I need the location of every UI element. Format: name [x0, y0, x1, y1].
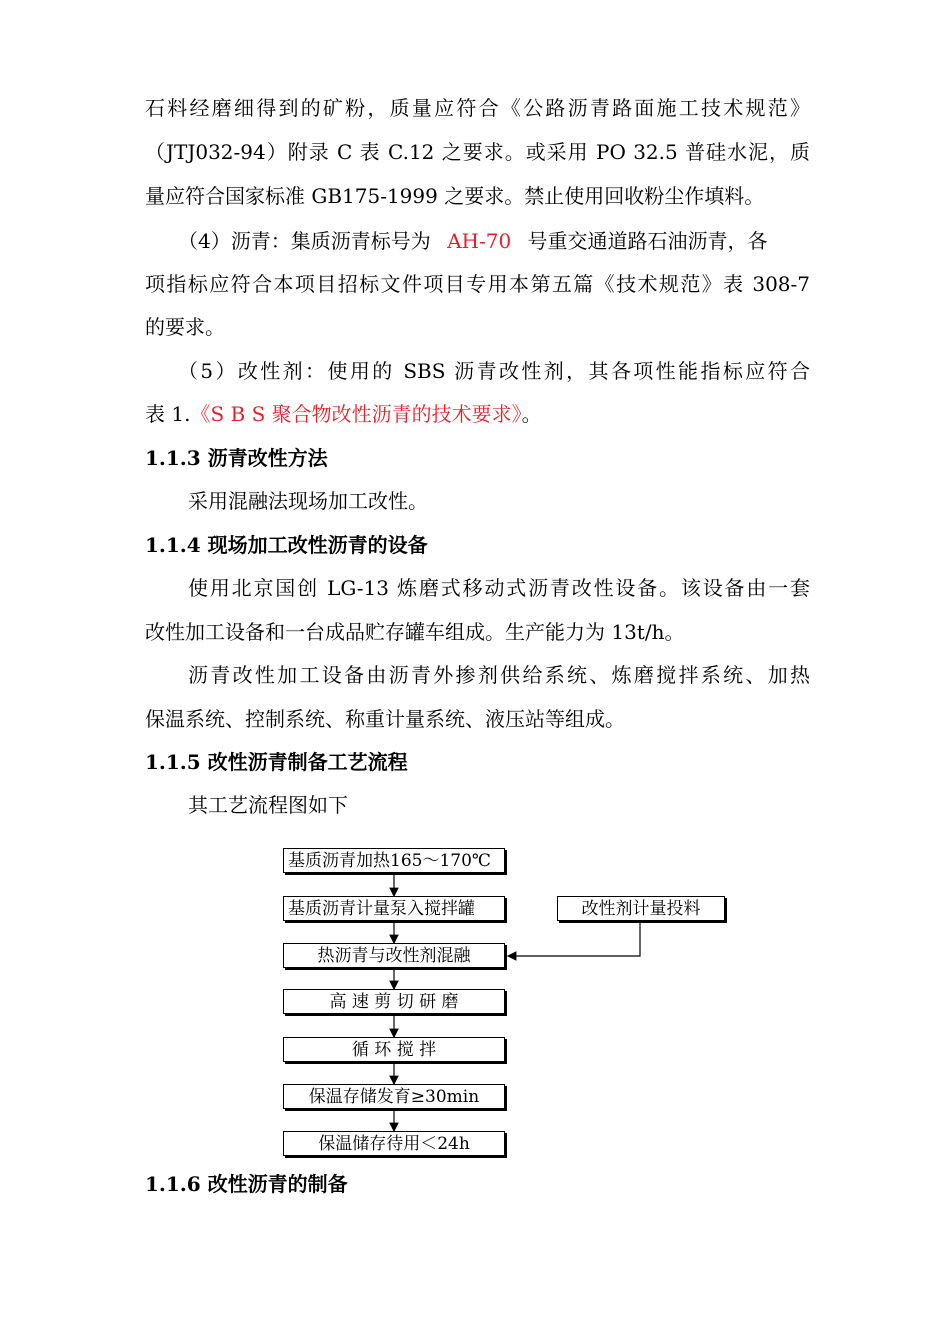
paragraph-line: 保温系统、控制系统、称重计量系统、液压站等组成。 — [145, 707, 625, 731]
paragraph-text: 。 — [521, 402, 542, 426]
section-heading: 1.1.6 改性沥青的制备 — [145, 1172, 348, 1196]
paragraph-line: 石料经磨细得到的矿粉，质量应符合《公路沥青路面施工技术规范》 — [145, 96, 810, 120]
flow-step-modifier-dosing: 改性剂计量投料 — [557, 896, 725, 921]
paragraph-line: 其工艺流程图如下 — [188, 793, 348, 817]
paragraph-line: （5）改性剂：使用的 SBS 沥青改性剂，其各项性能指标应符合 — [178, 359, 810, 383]
paragraph-line: 项指标应符合本项目招标文件项目专用本第五篇《技术规范》表 308-7 — [145, 272, 810, 296]
paragraph-text: 表 1. — [145, 402, 191, 426]
paragraph-line: 的要求。 — [145, 315, 225, 339]
paragraph-line: 使用北京国创 LG-13 炼磨式移动式沥青改性设备。该设备由一套 — [188, 576, 810, 600]
arrow-side-to-mix — [508, 921, 640, 956]
paragraph-line: 量应符合国家标准 GB175-1999 之要求。禁止使用回收粉尘作填料。 — [145, 184, 765, 208]
section-heading: 1.1.4 现场加工改性沥青的设备 — [145, 533, 428, 557]
paragraph-text: 号重交通道路石油沥青，各 — [527, 229, 768, 253]
highlight-text: AH-70 — [447, 229, 512, 253]
flow-step-pumping: 基质沥青计量泵入搅拌罐 — [283, 896, 505, 921]
paragraph-text: （4）沥青：集质沥青标号为 — [178, 229, 431, 253]
flow-step-heating: 基质沥青加热165～170℃ — [283, 848, 505, 873]
flow-step-storage: 保温储存待用＜24h — [283, 1131, 505, 1156]
highlight-text: 《S B S 聚合物改性沥青的技术要求》 — [190, 402, 522, 426]
paragraph-line: 沥青改性加工设备由沥青外掺剂供给系统、炼磨搅拌系统、加热 — [188, 663, 810, 687]
flow-step-shearing: 高 速 剪 切 研 磨 — [283, 989, 505, 1014]
section-heading: 1.1.5 改性沥青制备工艺流程 — [145, 750, 408, 774]
paragraph-line: 改性加工设备和一台成品贮存罐车组成。生产能力为 13t/h。 — [145, 620, 685, 644]
paragraph-line: 采用混融法现场加工改性。 — [188, 489, 428, 513]
paragraph-line: （JTJ032-94）附录 C 表 C.12 之要求。或采用 PO 32.5 普硅水泥，质 — [145, 140, 810, 164]
flow-step-development: 保温存储发育≥30min — [283, 1084, 505, 1109]
flow-step-stirring: 循 环 搅 拌 — [283, 1037, 505, 1062]
section-heading: 1.1.3 沥青改性方法 — [145, 446, 328, 470]
flow-step-mixing: 热沥青与改性剂混融 — [283, 943, 505, 968]
